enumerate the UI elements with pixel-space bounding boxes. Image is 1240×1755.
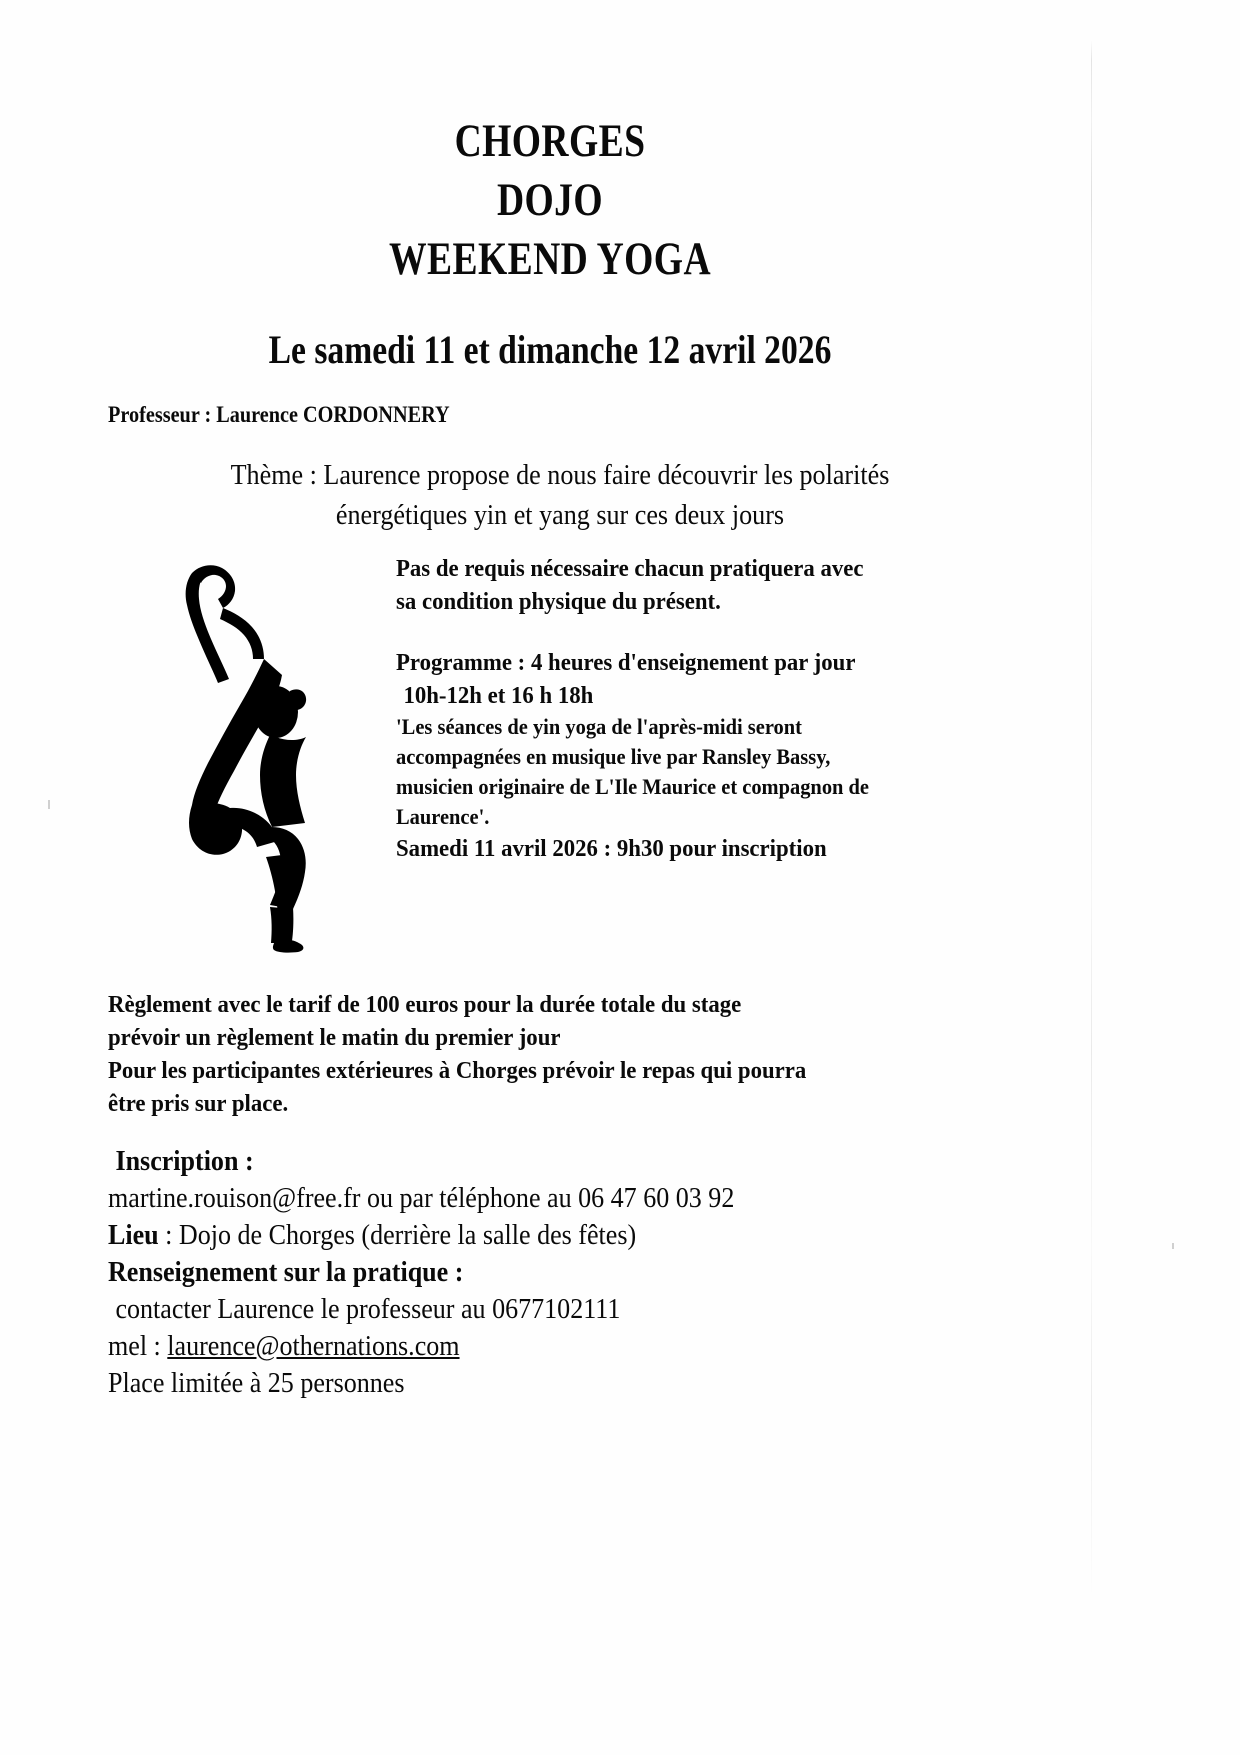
theme-line-1: Thème : Laurence propose de nous faire découvrir les polarités xyxy=(230,459,890,491)
theme-block xyxy=(164,455,956,535)
payment-line-3: Pour les participantes extérieures à Chorges prévoir le repas qui pourra xyxy=(108,1057,807,1084)
programme-hours: 10h-12h et 16 h 18h xyxy=(403,682,594,709)
scan-speck xyxy=(1172,1243,1174,1249)
payment-line-2: prévoir un règlement le matin du premier jour xyxy=(108,1024,561,1051)
music-note-line-4: Laurence'. xyxy=(396,804,490,829)
venue-value: : Dojo de Chorges (derrière la salle des fêtes) xyxy=(158,1220,637,1251)
payment-line-4: être pris sur place. xyxy=(108,1090,289,1117)
payment-block xyxy=(108,988,945,1120)
capacity-line: Place limitée à 25 personnes xyxy=(108,1368,405,1399)
registration-heading: Inscription : xyxy=(115,1146,254,1177)
page-title xyxy=(0,112,1100,289)
requirements-line-2: sa condition physique du présent. xyxy=(396,588,721,615)
email-label: mel : xyxy=(108,1331,168,1362)
registration-block xyxy=(108,1143,945,1402)
email-line xyxy=(108,1328,945,1365)
checkin-line: Samedi 11 avril 2026 : 9h30 pour inscription xyxy=(396,835,827,862)
venue-line xyxy=(108,1217,945,1254)
practice-info-line: contacter Laurence le professeur au 0677102111 xyxy=(115,1294,621,1325)
music-note-line-1: 'Les séances de yin yoga de l'après-midi seront xyxy=(396,714,802,739)
programme-line-1: Programme : 4 heures d'enseignement par jour xyxy=(396,649,856,676)
theme-line-2: énergétiques yin et yang sur ces deux jours xyxy=(335,499,785,531)
event-date: Le samedi 11 et dimanche 12 avril 2026 xyxy=(268,327,832,372)
yoga-dancer-silhouette-icon xyxy=(130,555,340,955)
registration-contact-line[interactable]: martine.rouison@free.fr ou par téléphone au 06 47 60 03 92 xyxy=(108,1183,735,1214)
practice-info-heading: Renseignement sur la pratique : xyxy=(108,1257,464,1288)
music-note-line-3: musicien originaire de L'Ile Maurice et compagnon de xyxy=(396,774,870,799)
title-line-2: DOJO xyxy=(496,174,604,226)
title-line-3: WEEKEND YOGA xyxy=(389,233,711,285)
requirements-block xyxy=(396,552,954,618)
requirements-line-1: Pas de requis nécessaire chacun pratiquera avec xyxy=(396,555,864,582)
teacher-line: Professeur : Laurence CORDONNERY xyxy=(108,402,450,427)
scan-speck xyxy=(48,800,50,809)
music-note-line-2: accompagnées en musique live par Ransley Bassy, xyxy=(396,744,831,769)
music-note-block xyxy=(396,712,954,832)
spacer xyxy=(396,618,996,646)
programme-block xyxy=(396,646,954,712)
title-line-1: CHORGES xyxy=(454,115,646,167)
details-column xyxy=(396,552,996,865)
email-link[interactable]: laurence@othernations.com xyxy=(167,1331,460,1362)
venue-label: Lieu xyxy=(108,1220,159,1251)
payment-line-1: Règlement avec le tarif de 100 euros pour la durée totale du stage xyxy=(108,991,742,1018)
